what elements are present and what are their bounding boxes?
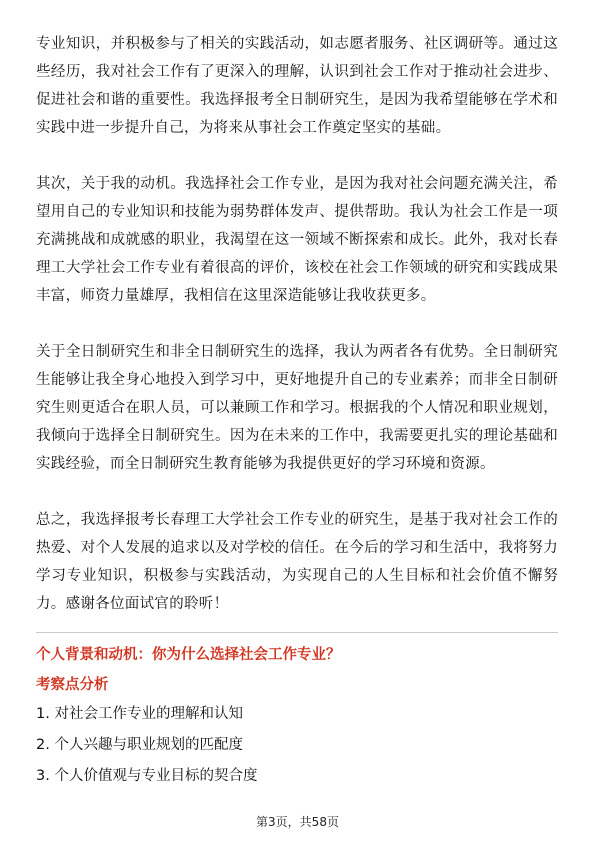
list-item: 1. 对社会工作专业的理解和认知	[36, 706, 243, 722]
body-paragraph: 总之，我选择报考长春理工大学社会工作专业的研究生，是基于我对社会工作的热爱、对个人发展的追求以及对学校的信任。在今后的学习和生活中，我将努力学习专业知识，积极参与实践活动，为实现自己的人生目标和社会价值不懈努力。感谢各位面试官的聆听！	[36, 512, 558, 612]
analysis-heading: 考察点分析	[36, 677, 109, 693]
document-page	[36, 30, 558, 792]
body-paragraph: 其次，关于我的动机。我选择社会工作专业，是因为我对社会问题充满关注，希望用自己的专业知识和技能为弱势群体发声、提供帮助。我认为社会工作是一项充满挑战和成就感的职业，我渴望在这一领域不断探索和成长。此外，我对长春理工大学社会工作专业有着很高的评价，该校在社会工作领域的研究和实践成果丰富，师资力量雄厚，我相信在这里深造能够让我收获更多。	[36, 176, 558, 304]
list-item: 2. 个人兴趣与职业规划的匹配度	[36, 737, 243, 753]
analysis-list	[36, 699, 558, 792]
section-divider	[36, 632, 558, 633]
page-number: 第3页，共58页	[256, 815, 339, 829]
question-title: 个人背景和动机：你为什么选择社会工作专业？	[36, 647, 341, 663]
body-paragraph: 专业知识，并积极参与了相关的实践活动，如志愿者服务、社区调研等。通过这些经历，我对社会工作有了更深入的理解，认识到社会工作对于推动社会进步、促进社会和谐的重要性。我选择报考全日制研究生，是因为我希望能够在学术和实践中进一步提升自己，为将来从事社会工作奠定坚实的基础。	[36, 36, 558, 136]
list-item: 3. 个人价值观与专业目标的契合度	[36, 768, 258, 784]
body-paragraph: 关于全日制研究生和非全日制研究生的选择，我认为两者各有优势。全日制研究生能够让我全身心地投入到学习中，更好地提升自己的专业素养；而非全日制研究生则更适合在职人员，可以兼顾工作和学习。根据我的个人情况和职业规划，我倾向于选择全日制研究生。因为在未来的工作中，我需要更扎实的理论基础和实践经验，而全日制研究生教育能够为我提供更好的学习环境和资源。	[36, 344, 558, 472]
